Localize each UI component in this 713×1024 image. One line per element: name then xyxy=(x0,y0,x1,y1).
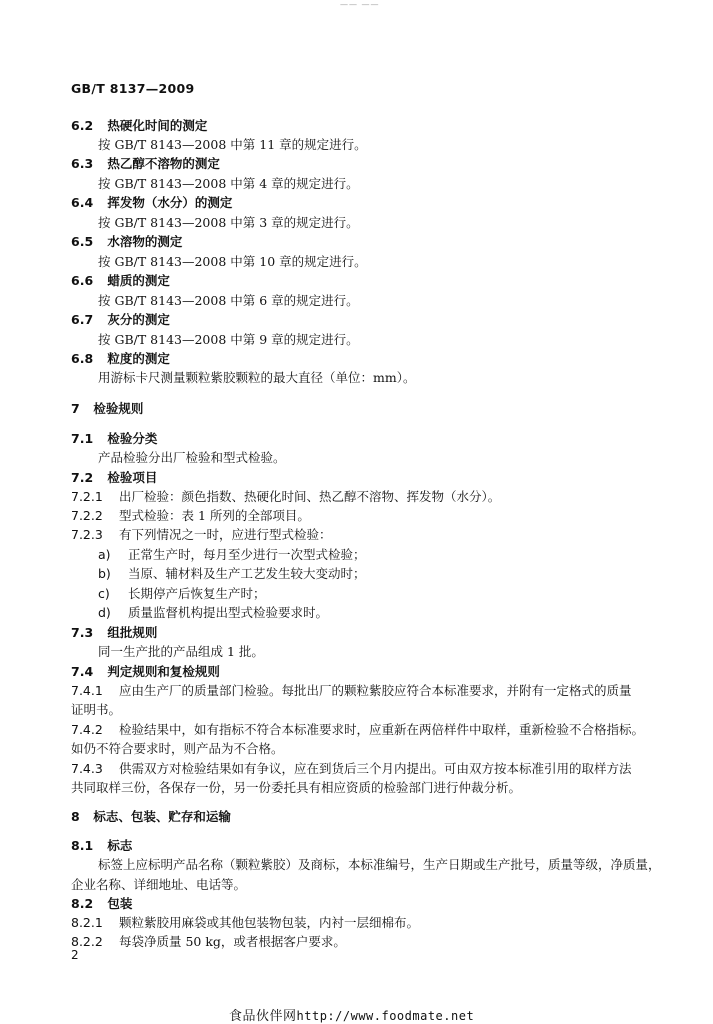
section-7-2-1: 7.2.1 出厂检验：颜色指数、热硬化时间、热乙醇不溶物、挥发物（水分）。 xyxy=(71,489,501,504)
footer-site-name: 食品伙伴网 xyxy=(229,1009,297,1024)
standard-code: GB/T 8137—2009 xyxy=(71,81,195,96)
section-7-4-heading: 7.4 判定规则和复检规则 xyxy=(71,664,220,679)
section-6-6-heading: 6.6 蜡质的测定 xyxy=(71,273,170,288)
section-6-3-heading: 6.3 热乙醇不溶物的测定 xyxy=(71,156,220,171)
section-6-6-text: 按 GB/T 8143—2008 中第 6 章的规定进行。 xyxy=(98,293,359,308)
top-mark: —— —— xyxy=(340,0,380,9)
section-6-4-heading: 6.4 挥发物（水分）的测定 xyxy=(71,195,233,210)
list-item: c) 长期停产后恢复生产时； xyxy=(98,586,266,601)
section-7-1-text: 产品检验分出厂检验和型式检验。 xyxy=(98,450,286,465)
section-6-2-heading: 6.2 热硬化时间的测定 xyxy=(71,118,208,133)
section-8-1-line1: 标签上应标明产品名称（颗粒紫胶）及商标，本标准编号，生产日期或生产批号，质量等级，净质量， xyxy=(98,857,661,872)
section-8-1-line2: 企业名称、详细地址、电话等。 xyxy=(71,877,247,892)
section-7-heading: 7 检验规则 xyxy=(71,401,144,416)
section-7-4-3-line2: 共同取样三份，各保存一份，另一份委托具有相应资质的检验部门进行仲裁分析。 xyxy=(71,780,522,795)
section-6-4-text: 按 GB/T 8143—2008 中第 3 章的规定进行。 xyxy=(98,215,359,230)
section-7-4-3-line1: 7.4.3 供需双方对检验结果如有争议，应在到货后三个月内提出。可由双方按本标准引用的取样方法 xyxy=(71,761,632,776)
section-8-heading: 8 标志、包装、贮存和运输 xyxy=(71,809,231,824)
section-6-7-text: 按 GB/T 8143—2008 中第 9 章的规定进行。 xyxy=(98,332,359,347)
section-8-2-2: 8.2.2 每袋净质量 50 kg，或者根据客户要求。 xyxy=(71,934,346,949)
section-6-7-heading: 6.7 灰分的测定 xyxy=(71,312,170,327)
list-item: b) 当原、辅材料及生产工艺发生较大变动时； xyxy=(98,566,366,581)
section-6-5-heading: 6.5 水溶物的测定 xyxy=(71,234,183,249)
section-6-8-heading: 6.8 粒度的测定 xyxy=(71,351,170,366)
section-7-2-heading: 7.2 检验项目 xyxy=(71,470,158,485)
section-7-4-2-line2: 如仍不符合要求时，则产品为不合格。 xyxy=(71,741,284,756)
section-6-5-text: 按 GB/T 8143—2008 中第 10 章的规定进行。 xyxy=(98,254,367,269)
section-7-2-2: 7.2.2 型式检验：表 1 所列的全部项目。 xyxy=(71,508,310,523)
section-7-3-heading: 7.3 组批规则 xyxy=(71,625,158,640)
section-8-2-heading: 8.2 包装 xyxy=(71,896,133,911)
section-8-1-heading: 8.1 标志 xyxy=(71,838,133,853)
section-7-4-1-line2: 证明书。 xyxy=(71,702,122,717)
footer-watermark xyxy=(229,1005,474,1024)
list-item: a) 正常生产时，每月至少进行一次型式检验； xyxy=(98,547,366,562)
section-7-1-heading: 7.1 检验分类 xyxy=(71,431,158,446)
section-6-8-text: 用游标卡尺测量颗粒紫胶颗粒的最大直径（单位：mm）。 xyxy=(98,370,416,385)
list-item: d) 质量监督机构提出型式检验要求时。 xyxy=(98,605,328,620)
section-7-3-text: 同一生产批的产品组成 1 批。 xyxy=(98,644,264,659)
section-8-2-1: 8.2.1 颗粒紫胶用麻袋或其他包装物包装，内衬一层细棉布。 xyxy=(71,915,419,930)
footer-url[interactable]: http://www.foodmate.net xyxy=(296,1009,475,1023)
section-6-2-text: 按 GB/T 8143—2008 中第 11 章的规定进行。 xyxy=(98,137,367,152)
section-7-4-1-line1: 7.4.1 应由生产厂的质量部门检验。每批出厂的颗粒紫胶应符合本标准要求，并附有一定格式的质量 xyxy=(71,683,632,698)
section-7-2-3: 7.2.3 有下列情况之一时，应进行型式检验： xyxy=(71,527,332,542)
section-7-4-2-line1: 7.4.2 检验结果中，如有指标不符合本标准要求时，应重新在两倍样件中取样，重新检验不合格指标。 xyxy=(71,722,644,737)
page-number: 2 xyxy=(71,948,79,962)
section-6-3-text: 按 GB/T 8143—2008 中第 4 章的规定进行。 xyxy=(98,176,359,191)
